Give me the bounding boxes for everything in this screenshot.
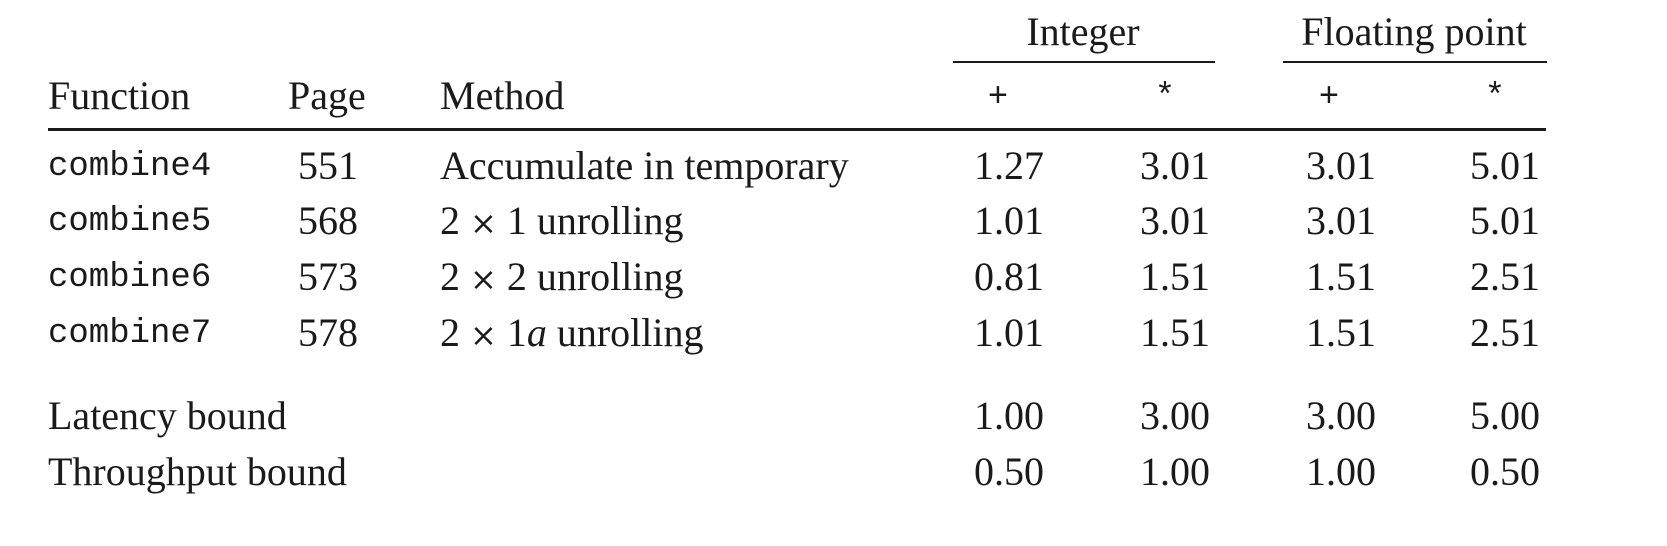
table-row-int-mul: 3.01 [1140,143,1210,188]
bound-row-int-add: 0.50 [974,449,1044,494]
table-row-fp-mul: 2.51 [1470,254,1540,299]
table-row-int-mul: 1.51 [1140,310,1210,355]
bound-row-int-mul: 3.00 [1140,393,1210,438]
table-row-int-mul: 1.51 [1140,254,1210,299]
bound-row-int-add: 1.00 [974,393,1044,438]
method-count: 2 [440,198,460,243]
method-description: unrolling [546,310,704,355]
method-italic-suffix: a [526,310,547,355]
bound-row-fp-add: 1.00 [1306,449,1376,494]
method-description: 1 unrolling [506,198,684,243]
table-row-page: 568 [298,198,358,243]
table-row-page: 578 [298,310,358,355]
bound-row-int-mul: 1.00 [1140,449,1210,494]
header-rule [48,128,1546,131]
table-row-int-add: 1.27 [974,143,1044,188]
performance-table [48,0,1648,546]
table-row-fp-mul: 2.51 [1470,310,1540,355]
method-description: 2 unrolling [506,254,684,299]
table-row-method [440,253,683,303]
bound-row-fp-mul: 5.00 [1470,393,1540,438]
table-row-int-add: 1.01 [974,310,1044,355]
times-symbol: × [470,204,497,242]
table-row-fp-add: 3.01 [1306,143,1376,188]
table-row-fp-add: 3.01 [1306,198,1376,243]
group-header-integer: Integer [1026,9,1140,54]
table-row-function: combine4 [48,148,212,186]
column-header-fp-mul: * [1484,79,1506,117]
table-row-function: combine5 [48,203,212,241]
table-row-fp-add: 1.51 [1306,254,1376,299]
column-header-method: Method [440,73,565,118]
table-row-function: combine6 [48,259,212,297]
column-header-int-mul: * [1154,79,1176,117]
bound-row-fp-mul: 0.50 [1470,449,1540,494]
method-count: 2 [440,310,460,355]
bound-row-fp-add: 3.00 [1306,393,1376,438]
group-rule-integer [953,61,1215,63]
times-symbol: × [470,316,497,354]
table-row-fp-add: 1.51 [1306,310,1376,355]
group-rule-floating-point [1283,61,1547,63]
column-header-function: Function [48,73,191,118]
table-row-page: 551 [298,143,358,188]
table-row-int-add: 1.01 [974,198,1044,243]
bound-row-label: Throughput bound [48,449,347,494]
table-row-fp-mul: 5.01 [1470,143,1540,188]
table-row-fp-mul: 5.01 [1470,198,1540,243]
method-factor: 1 [506,310,527,355]
column-header-int-add: + [987,79,1009,117]
column-header-page: Page [288,73,366,118]
table-row-int-mul: 3.01 [1140,198,1210,243]
group-header-floating-point: Floating point [1301,9,1527,54]
column-header-fp-add: + [1318,79,1340,117]
table-row-method [440,309,703,359]
method-count: 2 [440,254,460,299]
table-row-method [440,197,683,247]
table-row-page: 573 [298,254,358,299]
table-row-function: combine7 [48,315,212,353]
times-symbol: × [470,260,497,298]
bound-row-label: Latency bound [48,393,287,438]
table-row-int-add: 0.81 [974,254,1044,299]
table-row-method: Accumulate in temporary [440,143,849,188]
